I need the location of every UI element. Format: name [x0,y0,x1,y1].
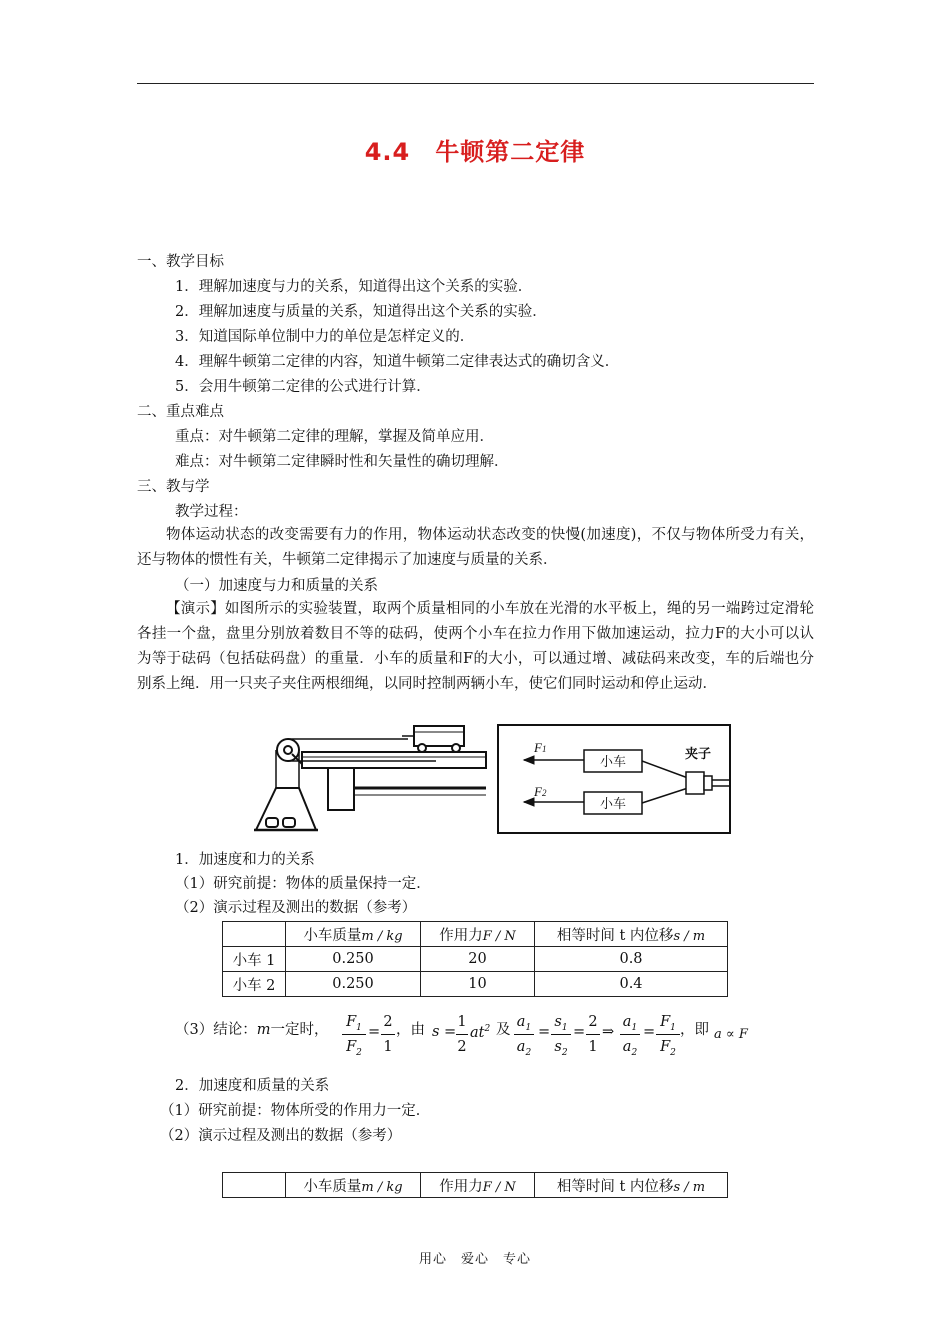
header-cell-displacement: 相等时间 t 内位移s / m [535,922,728,947]
force-1-label: F [534,740,542,755]
part-1-premise: （1）研究前提：物体的质量保持一定． [175,876,431,892]
by-text: ，由 [396,1022,425,1038]
part-2-heading: 2．加速度和质量的关系 [175,1078,330,1094]
table-cell: 0.250 [286,947,421,972]
fraction-half: 1 2 [457,1014,467,1055]
objective-1: 1．理解加速度与力的关系，知道得出这个关系的实验． [175,279,533,295]
table-row [223,947,728,972]
clip-label: 夹子 [684,746,712,761]
conclusion-result: a ∝ F [714,1027,748,1042]
part-2-premise: （1）研究前提：物体所受的作用力一定． [160,1103,431,1119]
pulley-table-diagram [254,726,486,830]
table-cell: 0.250 [286,972,421,997]
header-cell-force: 作用力F / N [421,922,535,947]
force-2-sub: 2 [541,788,547,798]
table-cell: 小车 1 [223,947,286,972]
difficult-point: 难点：对牛顿第二定律瞬时性和矢量性的确切理解． [175,454,509,470]
top-view-diagram [498,725,730,833]
ie-text: ，即 [680,1022,709,1038]
conclusion-m: m [256,1022,271,1038]
table-cell: 小车 2 [223,972,286,997]
part-1-heading: 1．加速度和力的关系 [175,852,315,868]
force-1-sub: 1 [541,744,547,754]
section-2-heading: 二、重点难点 [137,404,224,420]
section-1-heading: 一、教学目标 [137,254,224,270]
table-cell: 0.8 [535,947,728,972]
header-cell-mass: 小车质量m / kg [286,1173,421,1198]
conclusion-prefix: （3）结论： [175,1022,257,1038]
fraction-f1-f2: $F_1$ $F_2$ [342,1010,366,1059]
objective-5: 5．会用牛顿第二定律的公式进行计算． [175,379,431,395]
data-table-2 [222,1172,728,1198]
car-2-label: 小车 [599,796,627,811]
svg-text:F2 [533,784,547,799]
page-footer: 用心 爱心 专心 [418,1252,531,1267]
svg-text:F1 [533,740,546,755]
intro-paragraph: 物体运动状态的改变需要有力的作用，物体运动状态改变的快慢(加速度)，不仅与物体所受力有关，还与物体的惯性有关，牛顿第二定律揭示了加速度与质量的关系． [137,527,814,568]
force-2-label: F [534,784,542,799]
objective-2: 2．理解加速度与质量的关系，知道得出这个关系的实验． [175,304,547,320]
header-cell-empty [223,922,286,947]
objective-3: 3．知道国际单位制中力的单位是怎样定义的． [175,329,475,345]
experiment-figure [236,722,736,840]
demo-paragraph: 【演示】如图所示的实验装置，取两个质量相同的小车放在光滑的水平板上，绳的另一端跨过定滑轮各挂一个盘，盘里分别放着数目不等的砝码，使两个小车在拉力作用下做加速运动，拉力F的大小可以认为等于砝码（包括砝码盘）的重量．小车的质量和F的大小，可以通过增、减砝码来改变，车的后端也分别系上绳．用一只夹子夹住两根细绳，以同时控制两辆小车，使它们同时运动和停止运动． [137,601,814,692]
fraction-a1-a2: $a_1$ $a_2$ [514,1010,534,1059]
header-cell-force: 作用力F / N [421,1173,535,1198]
table-header-row [223,1173,728,1198]
teaching-process-label: 教学过程： [175,504,248,520]
table-header-row [223,922,728,947]
section-3-heading: 三、教与学 [137,479,210,495]
table-cell: 20 [421,947,535,972]
fraction-a1-a2b: $a_1$ $a_2$ [620,1010,640,1059]
key-point: 重点：对牛顿第二定律的理解，掌握及简单应用． [175,429,494,445]
car-1-label: 小车 [599,754,627,769]
part-1-process: （2）演示过程及测出的数据（参考） [175,900,417,916]
fraction-f1-f2b: $F_1$ $F_2$ [656,1010,680,1059]
fraction-2-1: 2 1 [381,1010,395,1059]
page-title: 4.4 牛顿第二定律 [364,138,586,166]
table-cell: 10 [421,972,535,997]
objective-4: 4．理解牛顿第二定律的内容，知道牛顿第二定律表达式的确切含义． [175,354,620,370]
part-2-process: （2）演示过程及测出的数据（参考） [160,1128,402,1144]
header-cell-empty [223,1173,286,1198]
data-table-1 [222,921,728,997]
header-cell-displacement: 相等时间 t 内位移s / m [535,1173,728,1198]
table-row [223,972,728,997]
subsection-1-heading: （一）加速度与力和质量的关系 [175,578,378,594]
fraction-2-1b: 2 1 [586,1010,600,1059]
fraction-s1-s2: $s_1$ $s_2$ [551,1010,571,1059]
and-text: 及 [496,1022,511,1038]
header-cell-mass: 小车质量m / kg [286,922,421,947]
table-cell: 0.4 [535,972,728,997]
conclusion-text: 一定时， [270,1022,329,1038]
header-rule [137,83,814,84]
